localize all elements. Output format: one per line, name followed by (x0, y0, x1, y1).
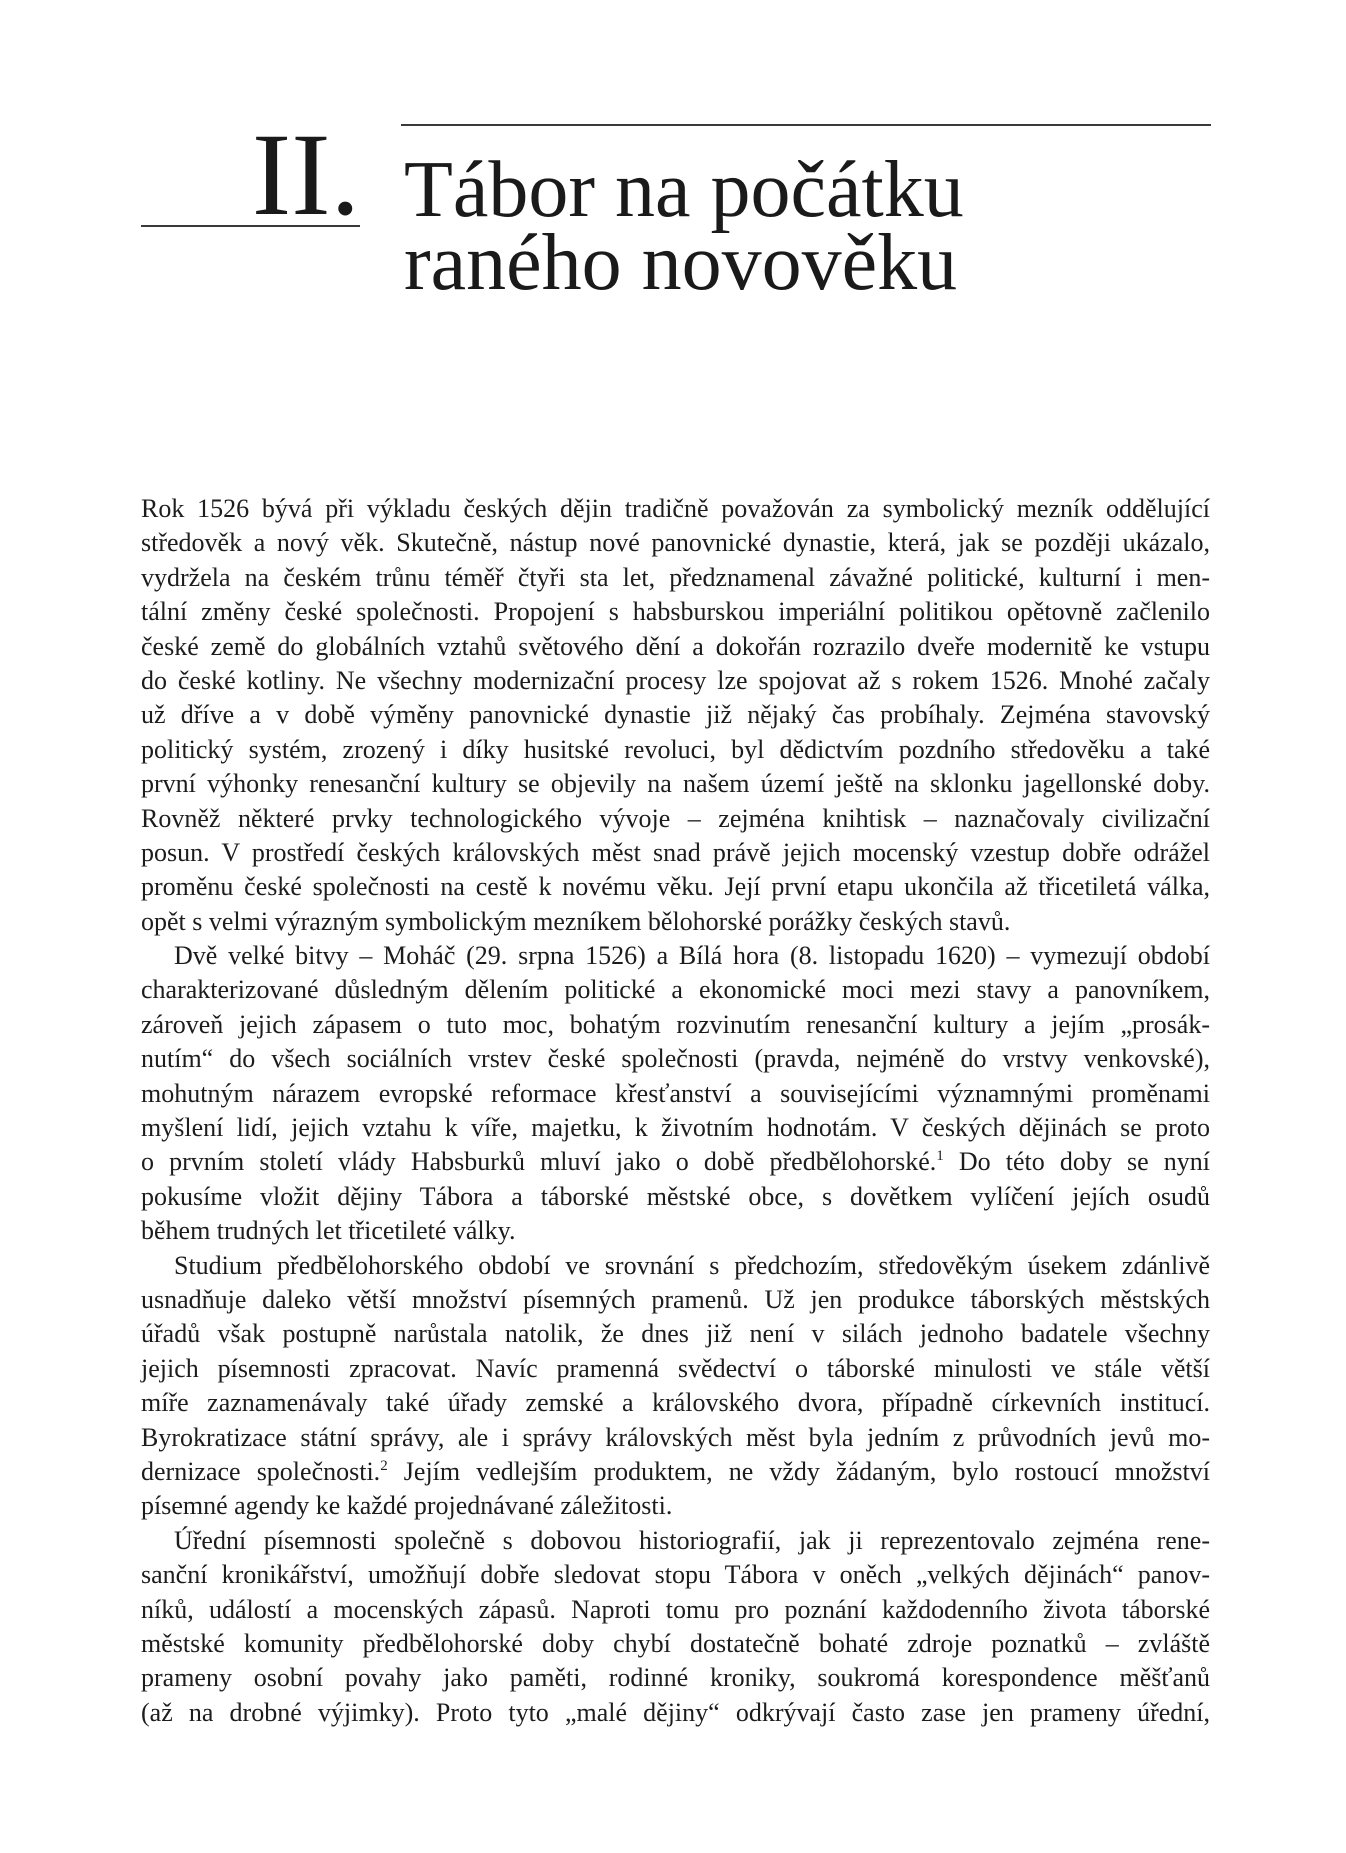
text-line: už dříve a v době výměny panovnické dynastie již nějaký čas probíhaly. Zejména stavovský (141, 700, 1210, 730)
paragraph (141, 1524, 1210, 1730)
text-segment: dernizace společnosti. (141, 1456, 381, 1486)
text-line: písemné agendy ke každé projednávané záležitosti. (141, 1491, 673, 1521)
paragraph (141, 939, 1210, 1249)
text-line: Úřední písemnosti společně s dobovou historiografií, jak ji reprezentovalo zejména rene- (174, 1525, 1210, 1555)
chapter-title-line: raného novověku (404, 219, 958, 307)
chapter-title-line: Tábor na počátku (404, 146, 964, 234)
text-line: jejich písemnosti zpracovat. Navíc pramenná svědectví o táborské minulosti ve stále větší (141, 1353, 1210, 1383)
text-line: Dvě velké bitvy – Moháč (29. srpna 1526) a Bílá hora (8. listopadu 1620) – vymezují období (174, 941, 1210, 971)
text-line: Rovněž některé prvky technologického vývoje – zejména knihtisk – naznačovaly civilizační (141, 803, 1210, 833)
text-segment: o prvním století vlády Habsburků mluví jako o době předbělohorské. (141, 1147, 937, 1177)
text-segment: Jejím vedlejším produktem, ne vždy žádaným, bylo rostoucí množství (387, 1456, 1210, 1486)
text-line: (až na drobné výjimky). Proto tyto „malé dějiny“ odkrývají často zase jen prameny úřední, (141, 1697, 1210, 1727)
text-line: zároveň jejich zápasem o tuto moc, bohatým rozvinutím renesanční kultury a jejím „prosák- (141, 1009, 1210, 1039)
text-line: nutím“ do všech sociálních vrstev české společnosti (pravda, nejméně do vrstvy venkovské), (141, 1044, 1210, 1074)
text-line: úřadů však postupně narůstala natolik, že dnes již není v silách jednoho badatele všechny (141, 1319, 1210, 1349)
text-line: pokusíme vložit dějiny Tábora a táborské městské obce, s dovětkem vylíčení jejích osudů (141, 1181, 1210, 1211)
paragraph (141, 492, 1210, 939)
paragraph (141, 1249, 1210, 1524)
text-line (141, 1455, 1210, 1489)
footnote-reference: 2 (380, 1457, 388, 1474)
text-line: Studium předbělohorského období ve srovnání s předchozím, středověkým úsekem zdánlivě (174, 1250, 1210, 1280)
text-line: tální změny české společnosti. Propojení s habsburskou imperiální politikou opětovně začlenilo (141, 597, 1210, 627)
text-line: během trudných let třicetileté války. (141, 1216, 516, 1246)
text-line: vydržela na českém trůnu téměř čtyři sta let, předznamenal závažné politické, kulturní i men- (141, 562, 1210, 592)
text-line: městské komunity předbělohorské doby chybí dostatečně bohaté zdroje poznatků – zvláště (141, 1628, 1210, 1658)
text-line: středověk a nový věk. Skutečně, nástup nové panovnické dynastie, která, jak se později ukázalo, (141, 528, 1210, 558)
text-line: posun. V prostředí českých královských měst snad právě jejich mocenský vzestup dobře odrážel (141, 837, 1210, 867)
footnote-reference: 1 (936, 1148, 944, 1165)
chapter-number: II. (251, 109, 360, 240)
text-segment: Do této doby se nyní (943, 1147, 1210, 1177)
text-line: myšlení lidí, jejich vztahu k víře, majetku, k životním hodnotám. V českých dějinách se proto (141, 1113, 1210, 1143)
text-line: do české kotliny. Ne všechny modernizační procesy lze spojovat až s rokem 1526. Mnohé začaly (141, 665, 1210, 695)
text-line: usnadňuje daleko větší množství písemných pramenů. Už jen produkce táborských městských (141, 1284, 1210, 1314)
text-line: proměnu české společnosti na cestě k novému věku. Její první etapu ukončila až třicetiletá válka, (141, 872, 1210, 902)
text-line: mohutným nárazem evropské reformace křesťanství a souvisejícími významnými proměnami (141, 1078, 1210, 1108)
chapter-top-rule (401, 124, 1211, 126)
text-line (141, 1145, 1210, 1179)
text-line: politický systém, zrozený i díky husitské revoluci, byl dědictvím pozdního středověku a také (141, 734, 1210, 764)
text-line: Byrokratizace státní správy, ale i správy královských měst byla jedním z průvodních jevů mo- (141, 1422, 1210, 1452)
text-line: níků, událostí a mocenských zápasů. Naproti tomu pro poznání každodenního života táborské (141, 1594, 1210, 1624)
text-line: opět s velmi výrazným symbolickým mezníkem bělohorské porážky českých stavů. (141, 906, 1011, 936)
text-line: první výhonky renesanční kultury se objevily na našem území ještě na sklonku jagellonské doby. (141, 769, 1210, 799)
chapter-title (404, 146, 964, 307)
text-line: prameny osobní povahy jako paměti, rodinné kroniky, soukromá korespondence měšťanů (141, 1663, 1210, 1693)
text-line: Rok 1526 bývá při výkladu českých dějin tradičně považován za symbolický mezník oddělující (141, 494, 1210, 523)
text-line: charakterizované důsledným dělením politické a ekonomické moci mezi stavy a panovníkem, (141, 975, 1210, 1005)
text-line: míře zaznamenávaly také úřady zemské a královského dvora, případně církevních institucí. (141, 1388, 1210, 1418)
text-line: české země do globálních vztahů světového dění a dokořán rozrazilo dveře modernitě ke vstupu (141, 631, 1210, 661)
text-line: sanční kronikářství, umožňují dobře sledovat stopu Tábora v oněch „velkých dějinách“ panov- (141, 1560, 1210, 1590)
body-text (141, 492, 1210, 1730)
